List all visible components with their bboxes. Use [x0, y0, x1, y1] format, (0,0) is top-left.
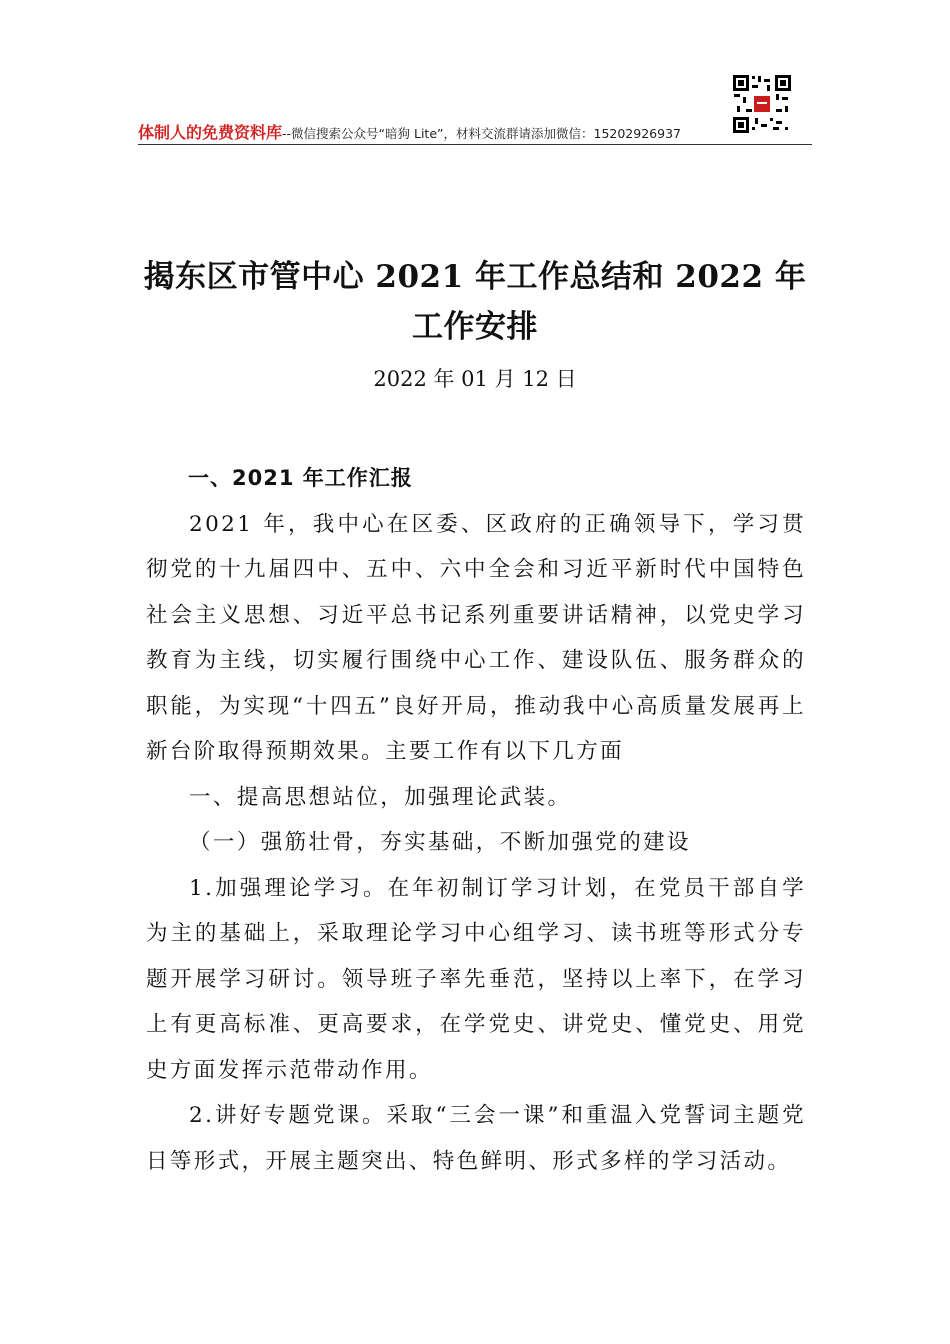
- section-heading: 一、2021 年工作汇报: [188, 466, 413, 490]
- document-body: [146, 456, 806, 1184]
- paragraph: 一、提高思想站位，加强理论武装。: [189, 784, 572, 810]
- header-rule: [138, 144, 812, 145]
- paragraph: 1.加强理论学习。在年初制订学习计划，在党员干部自学为主的基础上，采取理论学习中心组学习、读书班等形式分专题开展学习研讨。领导班子率先垂范，坚持以上率下，在学习上有更高标准、更高要求，在学党史、讲党史、懂党史、用党史方面发挥示范带动作用。: [146, 875, 806, 1083]
- title-line-1: 揭东区市管中心 2021 年工作总结和 2022 年: [143, 259, 807, 295]
- header-banner: [138, 120, 812, 142]
- title-line-2: 工作安排: [412, 309, 538, 345]
- header-brand: 体制人的免费资料库: [138, 123, 283, 142]
- paragraph: 2.讲好专题党课。采取“三会一课”和重温入党誓词主题党日等形式，开展主题突出、特色鲜明、形式多样的学习活动。: [146, 1103, 806, 1174]
- document-title: [100, 252, 850, 352]
- paragraph: 2021 年，我中心在区委、区政府的正确领导下，学习贯彻党的十九届四中、五中、六中全会和习近平新时代中国特色社会主义思想、习近平总书记系列重要讲话精神，以党史学习教育为主线，切实履行围绕中心工作、建设队伍、服务群众的职能，为实现“十四五”良好开局，推动我中心高质量发展再上新台阶取得预期效果。主要工作有以下几方面: [146, 511, 806, 764]
- paragraph: （一）强筋壮骨，夯实基础，不断加强党的建设: [189, 830, 691, 855]
- header-info: --微信搜索公众号“暗狗 Lite”，材料交流群请添加微信：15202926937: [282, 126, 681, 141]
- document-date: 2022 年 01 月 12 日: [373, 367, 577, 391]
